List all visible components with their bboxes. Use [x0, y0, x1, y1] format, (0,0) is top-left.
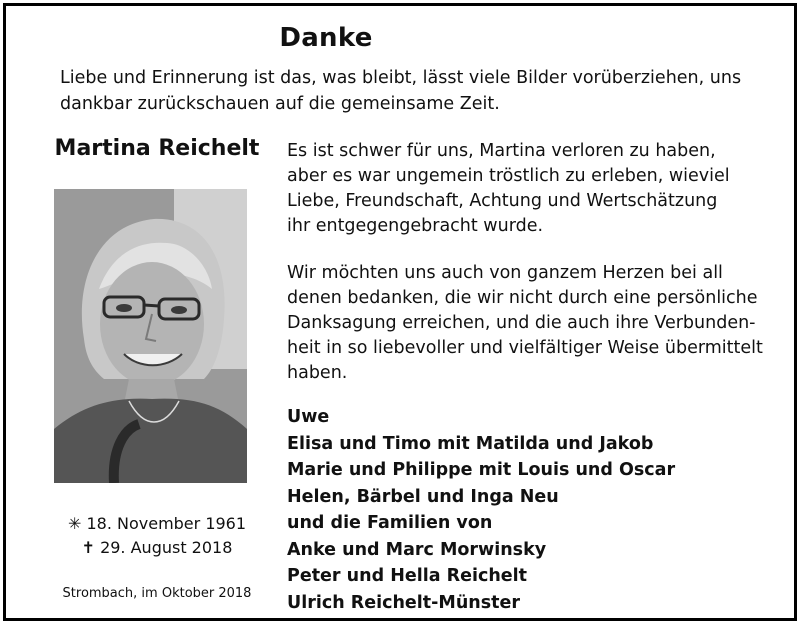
thanks-paragraph-1 [287, 139, 787, 239]
paragraph-line: Wir möchten uns auch von ganzem Herzen bei all [287, 263, 723, 283]
signatory: und die Familien von [287, 513, 493, 533]
birth-date: ✳ 18. November 1961 [67, 514, 247, 533]
paragraph-line: heit in so liebevoller und vielfältiger Weise übermittelt [287, 338, 763, 358]
deceased-name: Martina Reichelt [54, 136, 260, 161]
signatory: Peter und Hella Reichelt [287, 566, 528, 586]
intro-line: Liebe und Erinnerung ist das, was bleibt, lässt viele Bilder vorüberziehen, uns [60, 68, 742, 88]
signatory: Uwe [287, 407, 330, 427]
death-date: ✝ 29. August 2018 [81, 538, 233, 557]
portrait-illustration [54, 189, 247, 483]
paragraph-line: ihr entgegengebracht wurde. [287, 216, 544, 236]
paragraph-line: aber es war ungemein tröstlich zu erleben, wieviel [287, 166, 730, 186]
paragraph-line: Danksagung erreichen, und die auch ihre Verbunden- [287, 313, 756, 333]
paragraph-line: haben. [287, 363, 348, 383]
intro-line: dankbar zurückschauen auf die gemeinsame Zeit. [60, 94, 500, 114]
signatory: Helen, Bärbel und Inga Neu [287, 486, 559, 507]
paragraph-line: Es ist schwer für uns, Martina verloren zu haben, [287, 141, 716, 161]
portrait-photo [54, 189, 247, 483]
obituary-card [3, 3, 797, 621]
card-title: Danke [279, 23, 373, 53]
thanks-paragraph-2 [287, 261, 787, 386]
signatories-list [287, 404, 787, 616]
paragraph-line: Liebe, Freundschaft, Achtung und Wertschätzung [287, 191, 718, 211]
place-and-date: Strombach, im Oktober 2018 [62, 586, 252, 601]
paragraph-line: denen bedanken, die wir nicht durch eine persönliche [287, 288, 758, 308]
life-dates [52, 512, 262, 560]
signatory: Anke und Marc Morwinsky [287, 539, 547, 560]
signatory: Marie und Philippe mit Louis und Oscar [287, 460, 676, 480]
signatory: Elisa und Timo mit Matilda und Jakob [287, 433, 654, 454]
intro-text [60, 65, 760, 117]
signatory: Ulrich Reichelt-Münster [287, 592, 521, 613]
